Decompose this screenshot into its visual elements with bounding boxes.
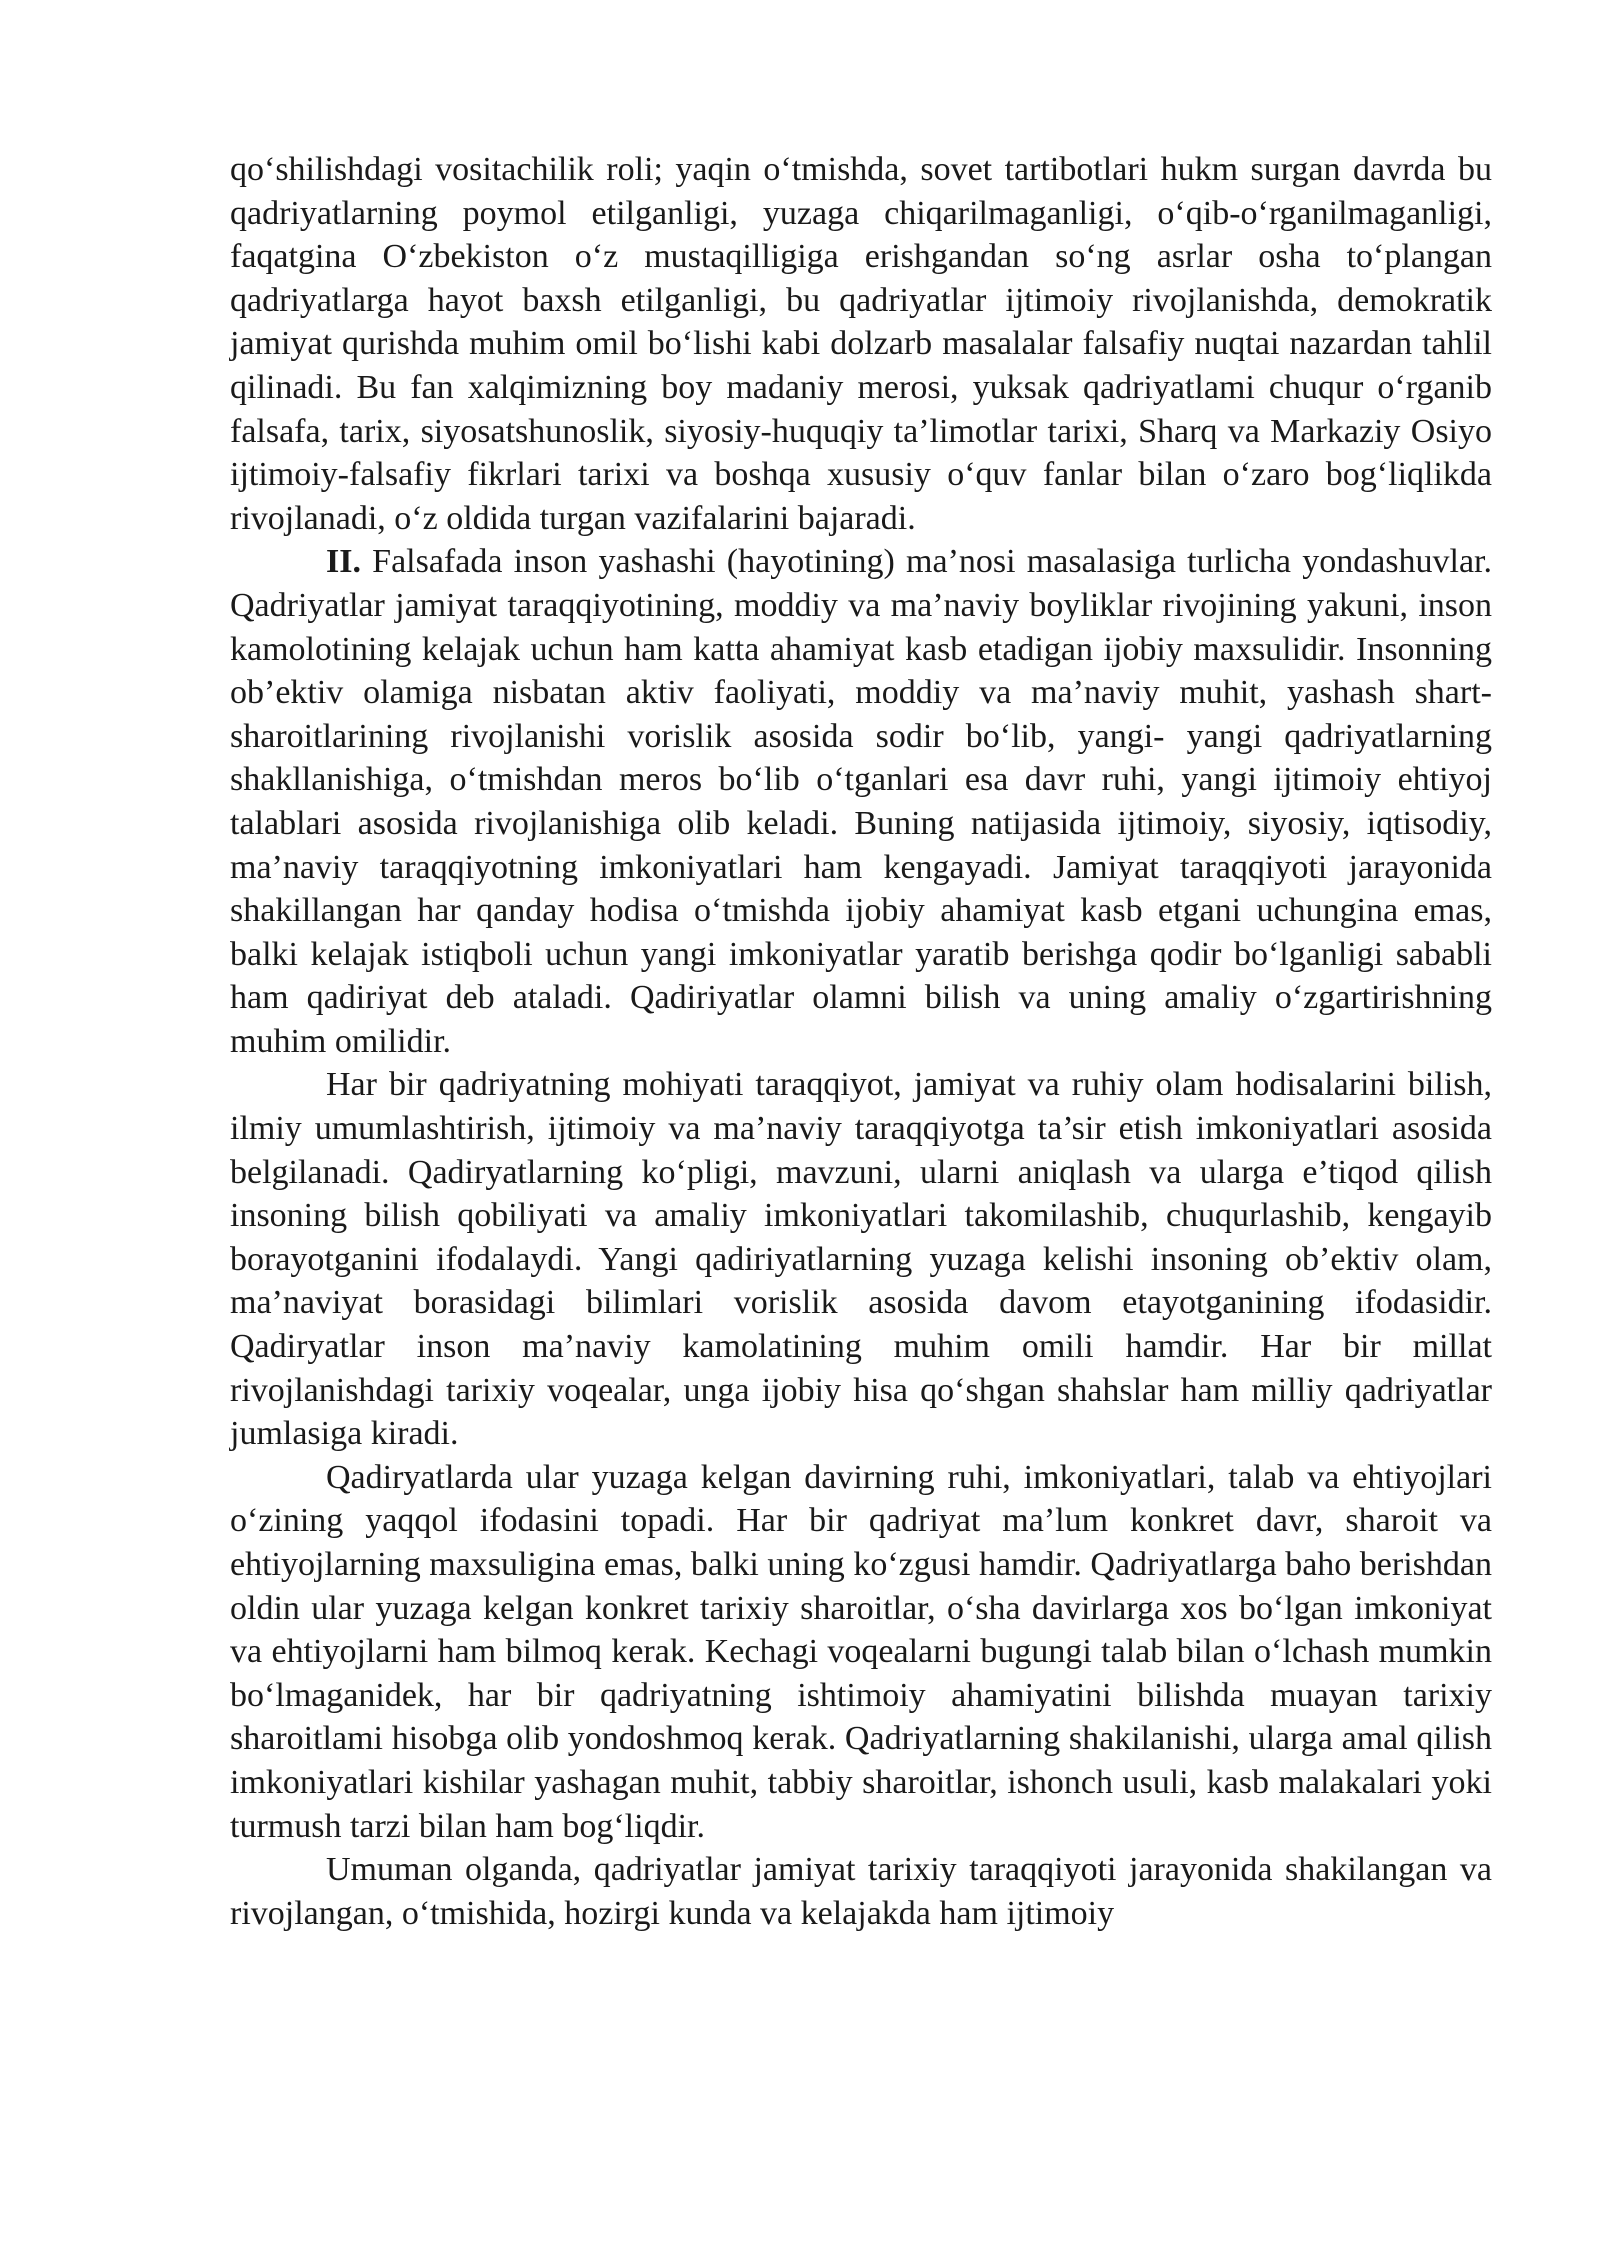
paragraph-2 [230, 540, 1492, 1063]
paragraph-5 [230, 1848, 1492, 1935]
paragraph-1-text: qo‘shilishdagi vositachilik roli; yaqin o‘tmishda, sovet tartibotlari hukm surgan davrda bu qadriyatlarning poymol etilganligi, yuzaga chiqarilmaganligi, o‘qib-o‘rganilmaganligi, faqatgina O‘zbekiston o‘z mustaqilligiga erishgandan so‘ng asrlar osha to‘plangan qadriyatlarga hayot baxsh etilganligi, bu qadriyatlar ijtimoiy rivojlanishda, demokratik jamiyat qurishda muhim omil bo‘lishi kabi dolzarb masalalar falsafiy nuqtai nazardan tahlil qilinadi. Bu fan xalqimizning boy madaniy merosi, yuksak qadriyatlami chuqur o‘rganib falsafa, tarix, siyosatshunoslik, siyosiy-huquqiy ta’limotlar tarixi, Sharq va Markaziy Osiyo ijtimoiy-falsafiy fikrlari tarixi va boshqa xususiy o‘quv fanlar bilan o‘zaro bog‘liqlikda rivojlanadi, o‘z oldida turgan vazifalarini bajaradi. [230, 151, 1492, 537]
paragraph-5-text: Umuman olganda, qadriyatlar jamiyat tarixiy taraqqiyoti jarayonida shakilangan va rivojlangan, o‘tmishida, hozirgi kunda va kelajakda ham ijtimoiy [230, 1851, 1492, 1932]
paragraph-3-text: Har bir qadriyatning mohiyati taraqqiyot, jamiyat va ruhiy olam hodisalarini bilish, ilmiy umumlashtirish, ijtimoiy va ma’naviy taraqqiyotga ta’sir etish imkoniyatlari asosida belgilanadi. Qadiryatlarning ko‘pligi, mavzuni, ularni aniqlash va ularga e’tiqod qilish insoning bilish qobiliyati va amaliy imkoniyatlari takomilashib, chuqurlashib, kengayib borayotganini ifodalaydi. Yangi qadiriyatlarning yuzaga kelishi insoning ob’ektiv olam, ma’naviyat borasidagi bilimlari vorislik asosida davom etayotganining ifodasidir. Qadiryatlar inson ma’naviy kamolatining muhim omili hamdir. Har bir millat rivojlanishdagi tarixiy voqealar, unga ijobiy hisa qo‘shgan shahslar ham milliy qadriyatlar jumlasiga kiradi. [230, 1066, 1492, 1453]
paragraph-3 [230, 1063, 1492, 1455]
paragraph-4-text: Qadiryatlarda ular yuzaga kelgan davirning ruhi, imkoniyatlari, talab va ehtiyojlari o‘zining yaqqol ifodasini topadi. Har bir qadriyat ma’lum konkret davr, sharoit va ehtiyojlarning maxsuligina emas, balki uning ko‘zgusi hamdir. Qadriyatlarga baho berishdan oldin ular yuzaga kelgan konkret tarixiy sharoitlar, o‘sha davirlarga xos bo‘lgan imkoniyat va ehtiyojlarni ham bilmoq kerak. Kechagi voqealarni bugungi talab bilan o‘lchash mumkin bo‘lmaganidek, har bir qadriyatning ishtimoiy ahamiyatini bilishda muayan tarixiy sharoitlami hisobga olib yondoshmoq kerak. Qadriyatlarning shakilanishi, ularga amal qilish imkoniyatlari kishilar yashagan muhit, tabbiy sharoitlar, ishonch usuli, kasb malakalari yoki turmush tarzi bilan ham bog‘liqdir. [230, 1458, 1492, 1845]
document-page [230, 148, 1492, 1935]
paragraph-2-text: Falsafada inson yashashi (hayotining) ma’nosi masalasiga turlicha yondashuvlar. Qadriyatlar jamiyat taraqqiyotining, moddiy va ma’naviy boyliklar rivojining yakuni, inson kamolotining kelajak uchun ham katta ahamiyat kasb etadigan ijobiy maxsulidir. Insonning ob’ektiv olamiga nisbatan aktiv faoliyati, moddiy va ma’naviy muhit, yashash shart-sharoitlarining rivojlanishi vorislik asosida sodir bo‘lib, yangi- yangi qadriyatlarning shakllanishiga, o‘tmishdan meros bo‘lib o‘tganlari esa davr ruhi, yangi ijtimoiy ehtiyoj talablari asosida rivojlanishiga olib keladi. Buning natijasida ijtimoiy, siyosiy, iqtisodiy, ma’naviy taraqqiyotning imkoniyatlari ham kengayadi. Jamiyat taraqqiyoti jarayonida shakillangan har qanday hodisa o‘tmishda ijobiy ahamiyat kasb etgani uchungina emas, balki kelajak istiqboli uchun yangi imkoniyatlar yaratib berishga qodir bo‘lganligi sababli ham qadiriyat deb ataladi. Qadiriyatlar olamni bilish va uning amaliy o‘zgartirishning muhim omilidir. [230, 543, 1492, 1060]
paragraph-4 [230, 1456, 1492, 1848]
paragraph-1 [230, 148, 1492, 540]
section-number: II. [326, 543, 361, 581]
